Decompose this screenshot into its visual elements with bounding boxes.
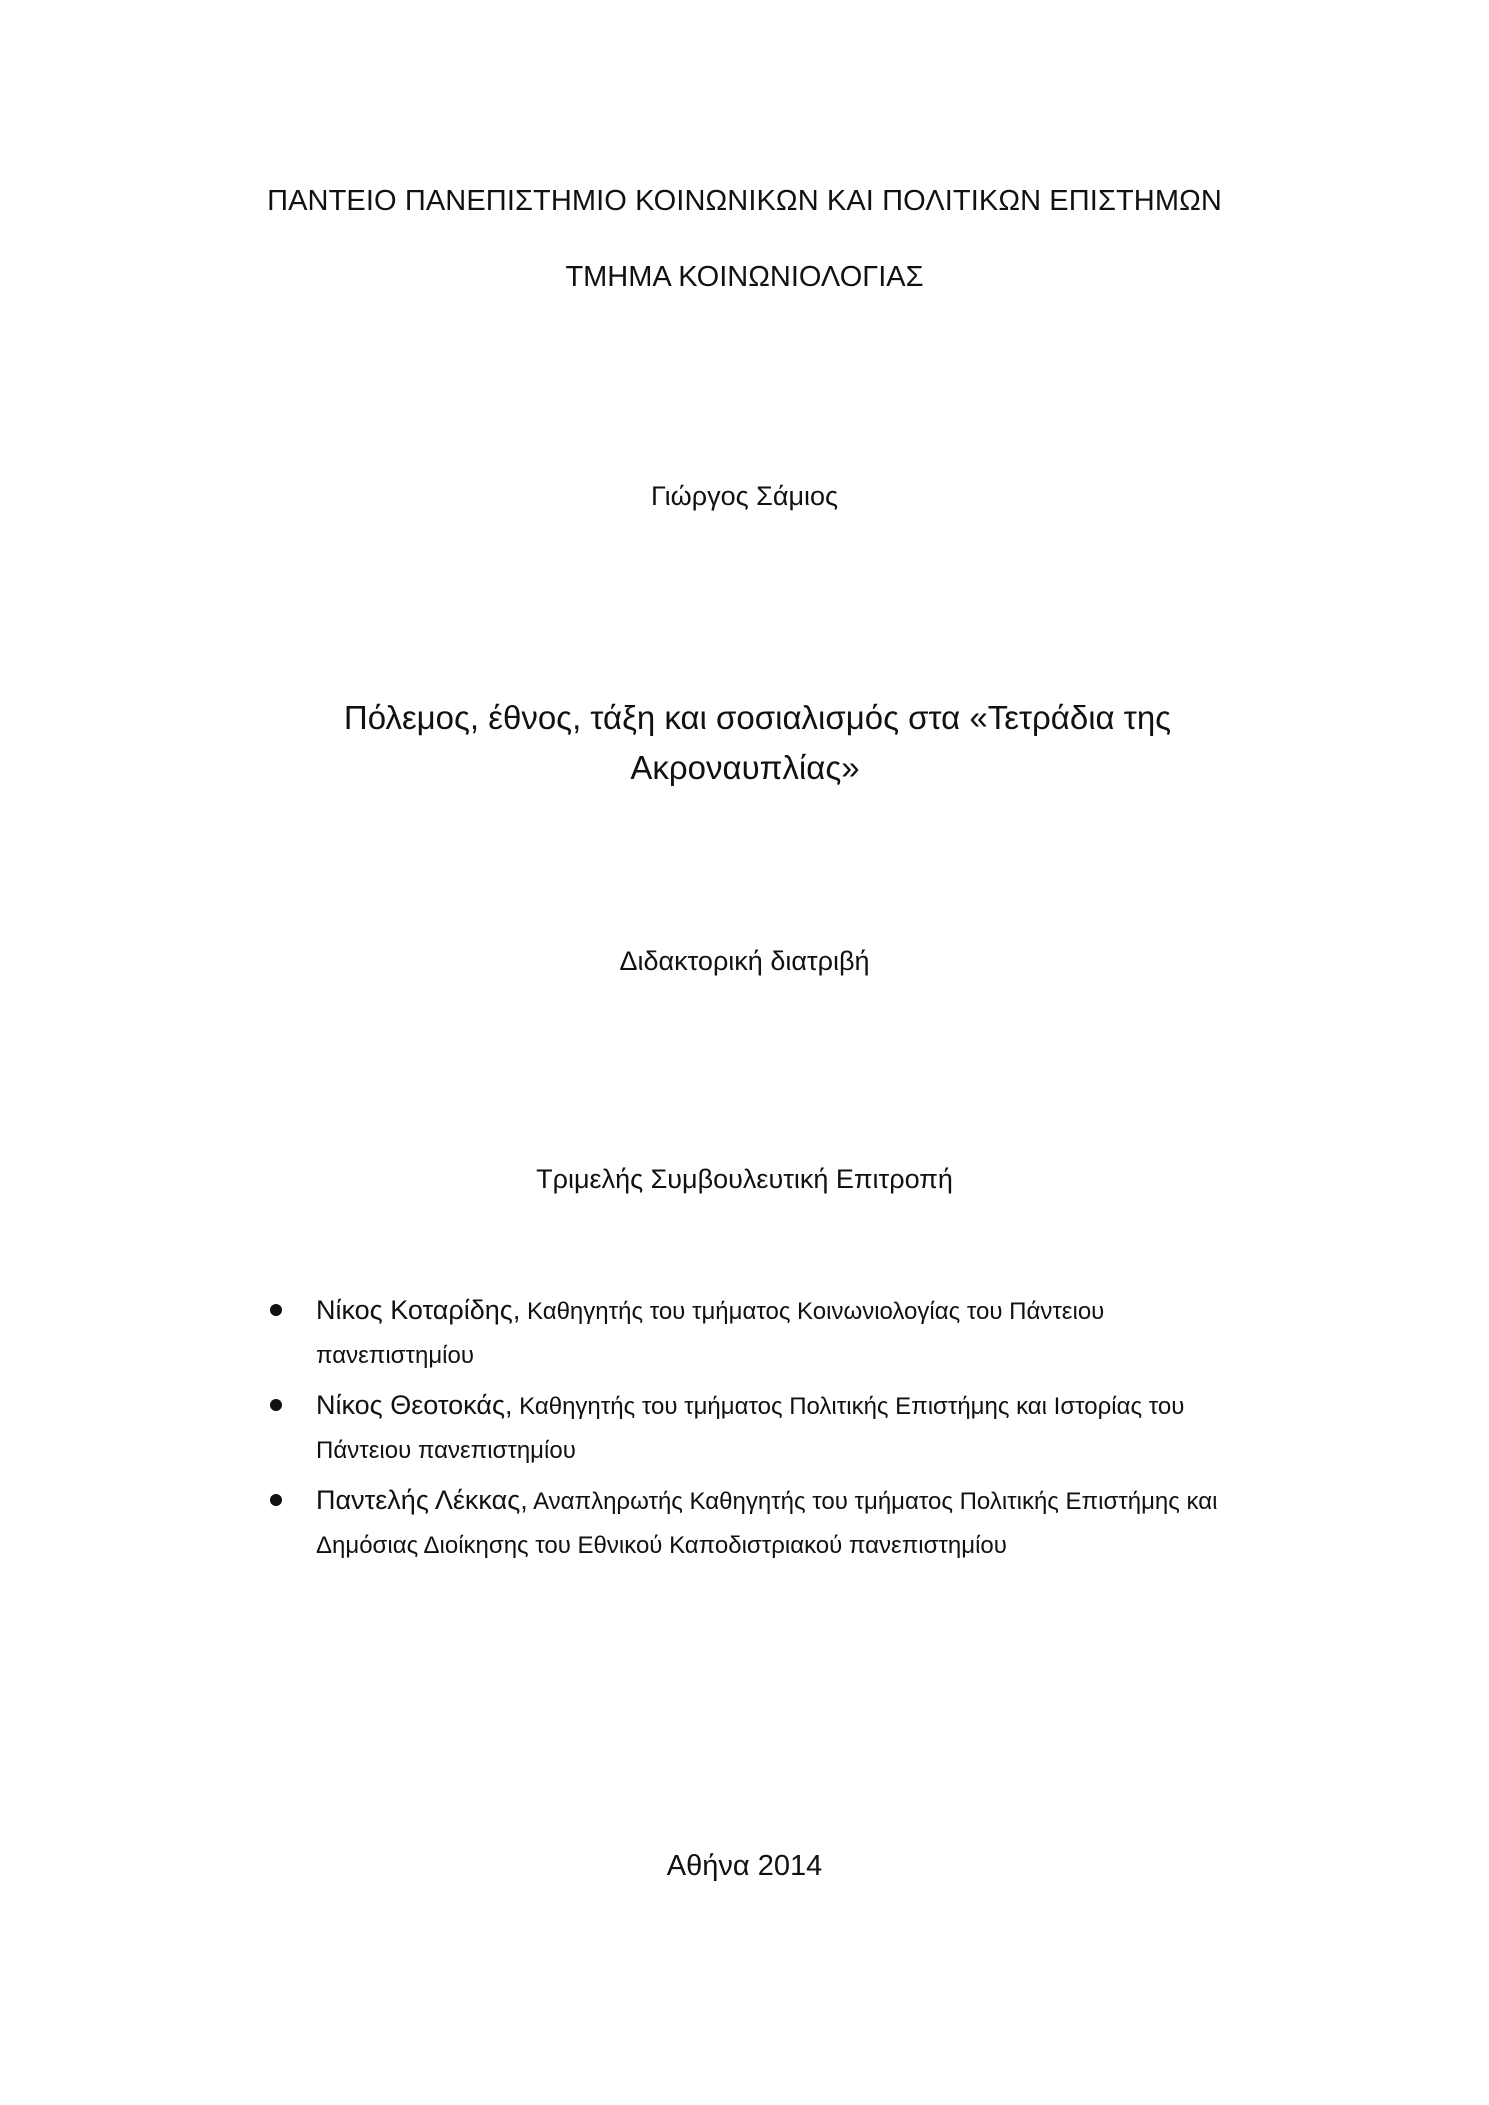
committee-member <box>270 1385 1250 1474</box>
thesis-title <box>0 693 1489 793</box>
thesis-title-line-2: Ακροναυπλίας» <box>630 749 860 786</box>
committee-members-list <box>270 1290 1250 1575</box>
member-name: Παντελής Λέκκας, <box>316 1485 528 1515</box>
thesis-title-line-1: Πόλεμος, έθνος, τάξη και σοσιαλισμός στα «Τετράδια της <box>343 699 1172 736</box>
bullet-icon <box>270 1399 282 1411</box>
author-name: Γιώργος Σάμιος <box>650 481 839 511</box>
member-name: Νίκος Κοταρίδης, <box>316 1295 521 1325</box>
committee-member <box>270 1290 1250 1379</box>
document-type: Διδακτορική διατριβή <box>619 946 870 976</box>
committee-member <box>270 1480 1250 1569</box>
member-role: Καθηγητής του τμήματος Πολιτικής Επιστήμης και Ιστορίας του Πάντειου πανεπιστημίου <box>316 1393 1185 1464</box>
member-role: Αναπληρωτής Καθηγητής του τμήματος Πολιτικής Επιστήμης και Δημόσιας Διοίκησης του Εθνικού Καποδιστριακού πανεπιστημίου <box>316 1488 1218 1559</box>
committee-heading: Τριμελής Συμβουλευτική Επιτροπή <box>536 1164 953 1194</box>
bullet-icon <box>270 1494 282 1506</box>
place-and-year: Αθήνα 2014 <box>666 1850 823 1882</box>
member-name: Νίκος Θεοτοκάς, <box>316 1390 513 1420</box>
department-name: ΤΜΗΜΑ ΚΟΙΝΩΝΙΟΛΟΓΙΑΣ <box>565 261 924 293</box>
bullet-icon <box>270 1304 282 1316</box>
member-role: Καθηγητής του τμήματος Κοινωνιολογίας του Πάντειου πανεπιστημίου <box>316 1298 1105 1369</box>
university-name: ΠΑΝΤΕΙΟ ΠΑΝΕΠΙΣΤΗΜΙΟ ΚΟΙΝΩΝΙΚΩΝ ΚΑΙ ΠΟΛΙΤΙΚΩΝ ΕΠΙΣΤΗΜΩΝ <box>267 185 1222 217</box>
